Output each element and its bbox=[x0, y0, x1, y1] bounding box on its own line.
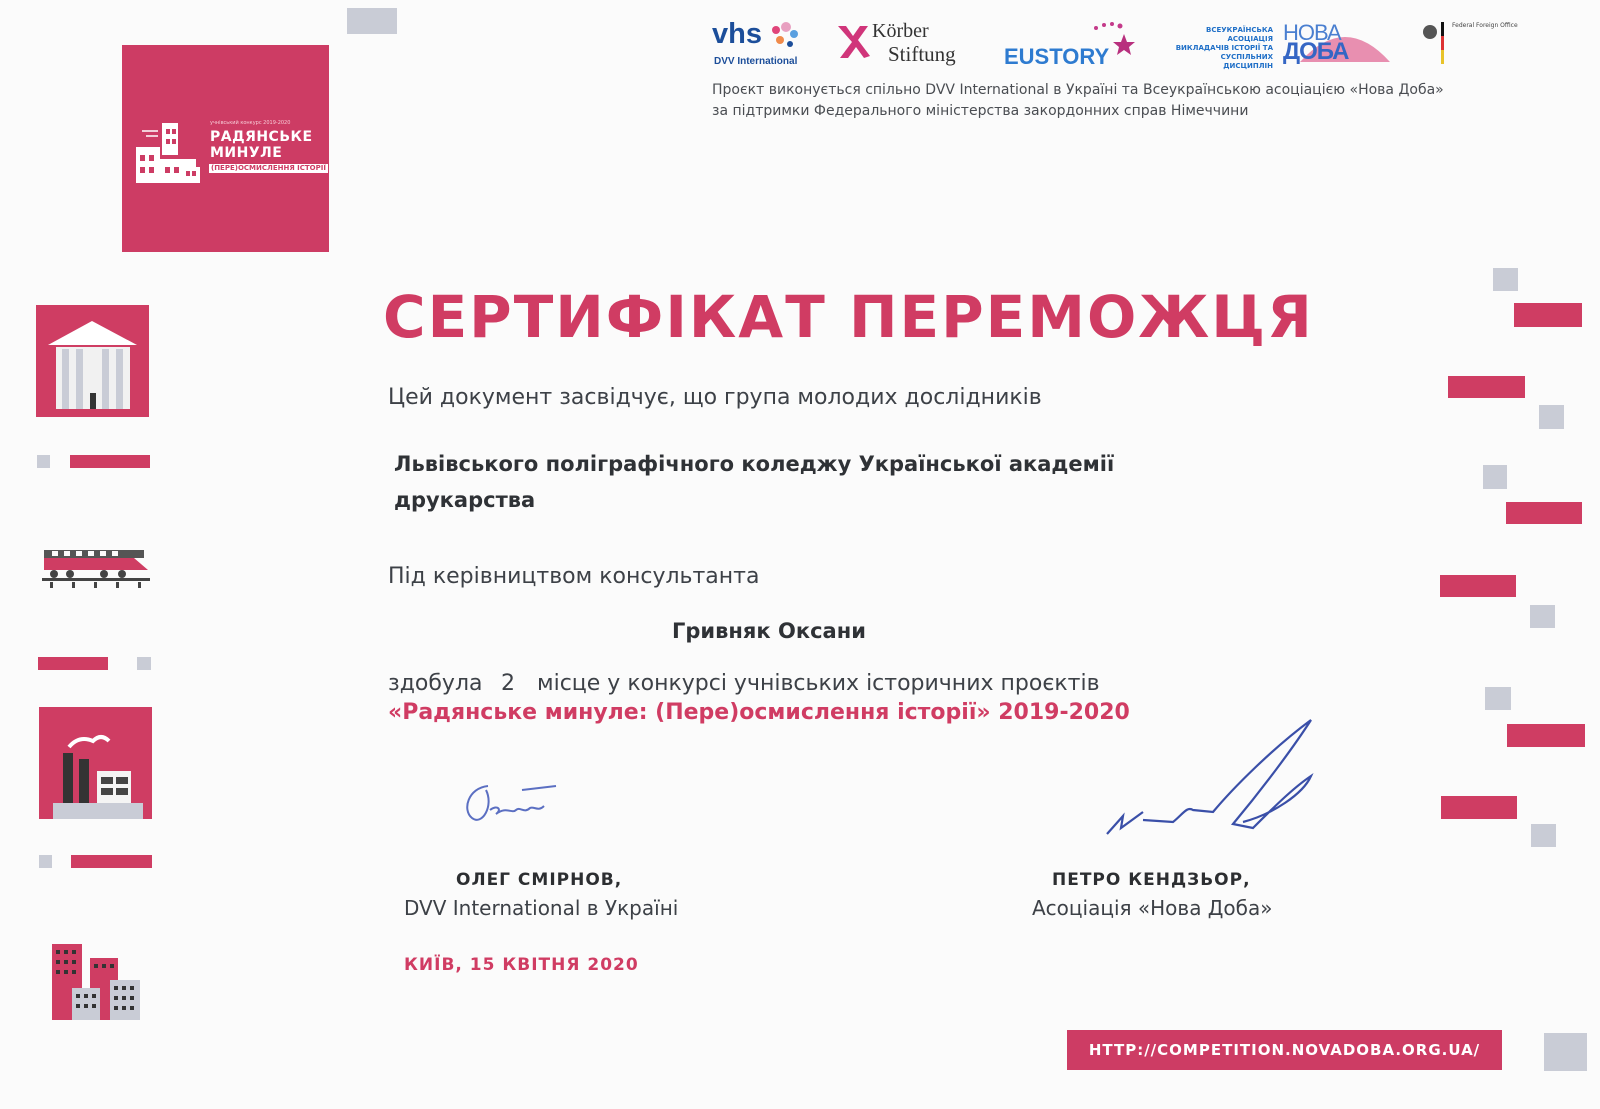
logo-subtitle: (ПЕРЕ)ОСМИСЛЕННЯ ІСТОРІЇ bbox=[211, 164, 326, 172]
association-logo-text: ВСЕУКРАЇНСЬКА АСОЦІАЦІЯ ВИКЛАДАЧІВ ІСТОРІЇ ТА СУСПІЛЬНИХ ДИСЦИПЛІН bbox=[1175, 26, 1273, 70]
eustory-stars-icon bbox=[1090, 20, 1140, 64]
decor-square bbox=[1539, 405, 1564, 429]
decor-bar bbox=[70, 455, 150, 468]
decor-square bbox=[1544, 1033, 1587, 1071]
certifies-text: Цей документ засвідчує, що група молодих дослідників bbox=[388, 385, 1042, 410]
competition-name: «Радянське минуле: (Пере)осмислення історії» 2019-2020 bbox=[388, 700, 1130, 725]
place-suffix: місце у конкурсі учнівських історичних проєктів bbox=[537, 671, 1100, 696]
buildings-logo-icon bbox=[134, 115, 214, 195]
dvv-logo-text: DVV International bbox=[714, 56, 798, 67]
factory-icon bbox=[39, 707, 152, 819]
eustory-logo: EUSTORY bbox=[1004, 44, 1110, 69]
decor-bar bbox=[71, 855, 152, 868]
url-banner[interactable] bbox=[1067, 1030, 1502, 1070]
vhs-dots-icon bbox=[766, 20, 806, 52]
decor-square bbox=[1493, 268, 1518, 291]
decor-bar bbox=[1506, 502, 1582, 524]
decor-bar bbox=[1507, 724, 1585, 747]
federal-foreign-office-text: Federal Foreign Office bbox=[1452, 22, 1518, 29]
project-line-1: Проєкт виконується спільно DVV International в Україні та Всеукраїнською асоціацією «Нова Доба» bbox=[712, 82, 1444, 98]
consultant-label: Під керівництвом консультанта bbox=[388, 564, 760, 589]
decor-bar bbox=[38, 657, 108, 670]
nova-doba-logo-2: ДОБА bbox=[1283, 38, 1349, 65]
korber-logo-text-1: Körber bbox=[872, 20, 929, 42]
decor-square bbox=[1531, 824, 1556, 847]
logo-title: РАДЯНСЬКЕ МИНУЛЕ bbox=[210, 129, 313, 161]
decor-bar bbox=[1448, 376, 1525, 398]
decor-square bbox=[347, 8, 397, 34]
signer-1-name: ОЛЕГ СМІРНОВ, bbox=[456, 870, 623, 890]
korber-x-icon bbox=[836, 22, 870, 60]
signer-2-org: Асоціація «Нова Доба» bbox=[1032, 896, 1273, 920]
website-link[interactable]: HTTP://COMPETITION.NOVADOBA.ORG.UA/ bbox=[1088, 1041, 1481, 1059]
contest-logo bbox=[122, 45, 329, 252]
signer-1-org: DVV International в Україні bbox=[404, 896, 679, 920]
place-number: 2 bbox=[501, 671, 515, 696]
logo-small-text: учнівський конкурс 2019-2020 bbox=[210, 120, 291, 126]
vhs-logo: vhs bbox=[712, 18, 762, 50]
institution-line-2: друкарства bbox=[394, 488, 536, 512]
decor-square bbox=[1483, 465, 1507, 489]
korber-logo-text-2: Stiftung bbox=[888, 42, 956, 66]
place-prefix: здобула bbox=[388, 671, 483, 696]
signer-2-name: ПЕТРО КЕНДЗЬОР, bbox=[1052, 870, 1251, 890]
decor-square bbox=[39, 855, 52, 868]
eagle-emblem-icon bbox=[1421, 22, 1451, 70]
project-line-2: за підтримки Федерального міністерства закордонних справ Німеччини bbox=[712, 103, 1249, 119]
decor-bar bbox=[1514, 303, 1582, 327]
city-buildings-icon bbox=[52, 944, 142, 1020]
signature-smirnov bbox=[458, 776, 568, 832]
decor-square bbox=[1530, 605, 1555, 628]
decor-square bbox=[137, 657, 151, 670]
certificate-title: СЕРТИФІКАТ ПЕРЕМОЖЦЯ bbox=[383, 283, 1314, 351]
decor-square bbox=[1485, 687, 1511, 710]
museum-icon bbox=[36, 305, 149, 417]
decor-bar bbox=[1441, 796, 1517, 819]
decor-square bbox=[37, 455, 50, 468]
decor-bar bbox=[1440, 575, 1516, 597]
institution-line-1: Львівського поліграфічного коледжу Української академії bbox=[394, 452, 1115, 476]
consultant-name: Гривняк Оксани bbox=[672, 619, 866, 643]
signature-kendzior bbox=[1103, 718, 1343, 838]
train-icon bbox=[42, 548, 152, 590]
nova-doba-logo-1: НОВА bbox=[1283, 20, 1341, 45]
city-date: КИЇВ, 15 КВІТНЯ 2020 bbox=[404, 955, 639, 975]
